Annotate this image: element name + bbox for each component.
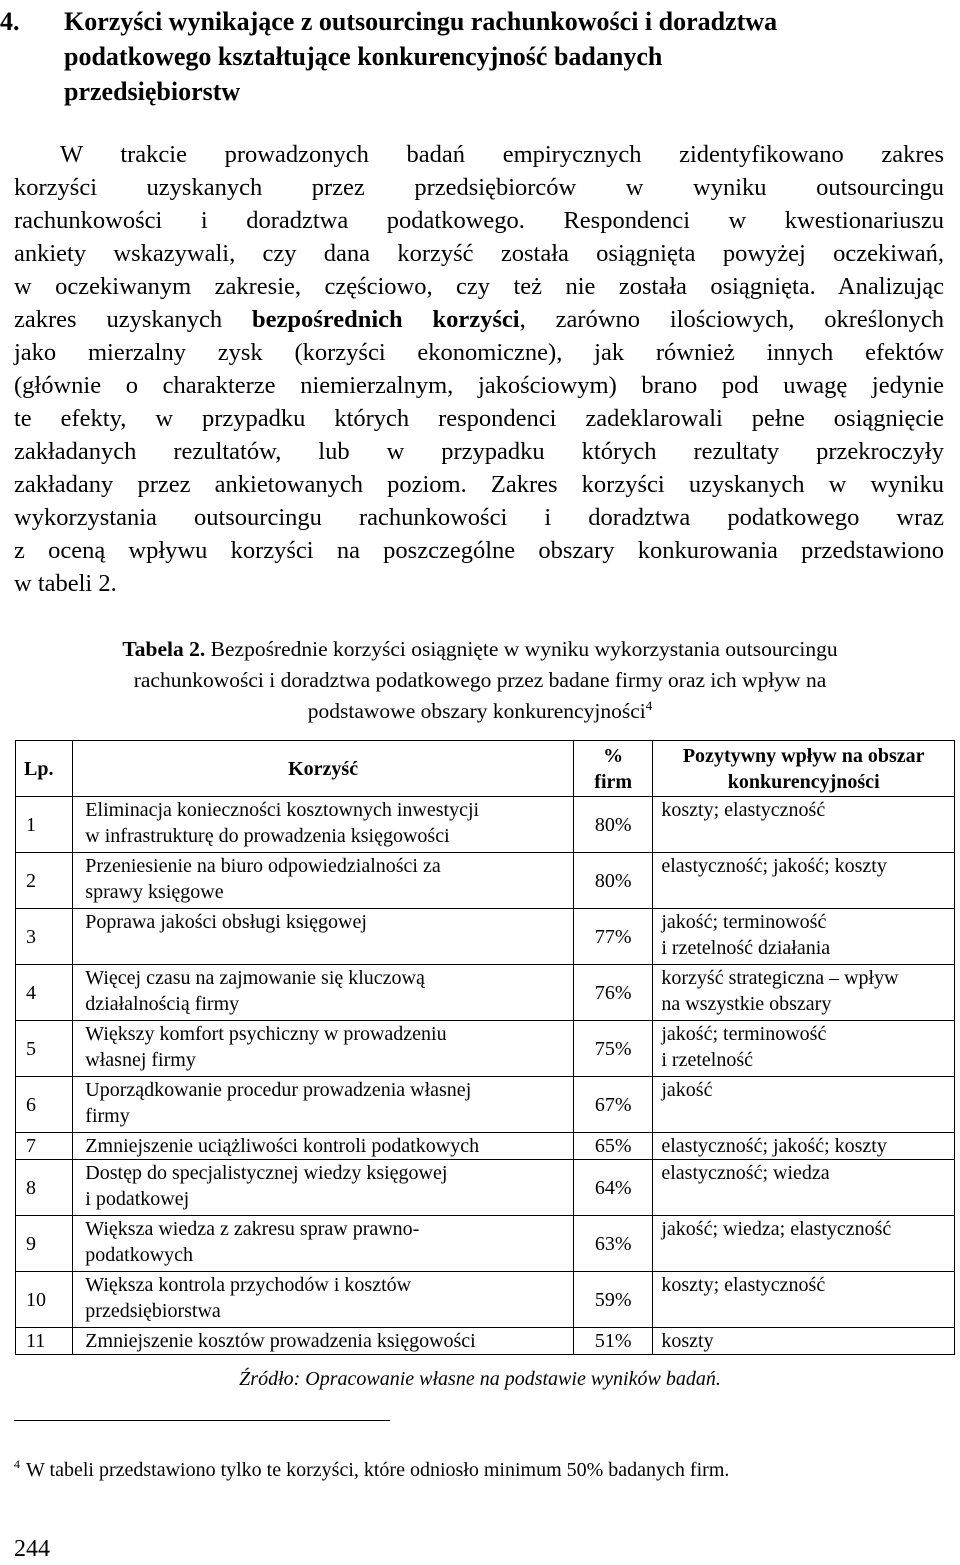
paragraph-line: rachunkowości i doradztwa podatkowego. Respondenci w kwestionariuszu <box>14 207 944 234</box>
row-number <box>16 1077 73 1133</box>
row-number-text: 3 <box>26 925 36 948</box>
percent-value: 67% <box>594 1093 632 1116</box>
percent-cell <box>573 797 652 853</box>
body-paragraph <box>14 138 944 600</box>
benefit-line: działalnością firmy <box>85 993 240 1015</box>
row-number-text: 11 <box>26 1330 46 1352</box>
effect-line: i rzetelność działania <box>661 937 831 959</box>
effect-cell <box>653 965 955 1021</box>
benefit-line: sprawy księgowe <box>85 881 224 903</box>
effect-line: jakość; terminowość <box>661 1023 827 1045</box>
percent-value: 80% <box>594 869 632 892</box>
paragraph-text: zakres uzyskanych <box>14 306 252 333</box>
caption-text: Bezpośrednie korzyści osiągnięte w wyniku wykorzystania outsourcingu <box>205 637 838 661</box>
footnote-reference[interactable]: 4 <box>645 697 653 713</box>
row-number-text: 10 <box>26 1288 46 1311</box>
percent-cell <box>573 1160 652 1216</box>
heading-line: przedsiębiorstw <box>64 77 241 106</box>
percent-cell <box>573 1272 652 1328</box>
benefit-cell <box>73 1328 574 1355</box>
paragraph-line: w tabeli 2. <box>14 570 117 597</box>
row-number-text: 9 <box>26 1232 36 1255</box>
percent-value: 59% <box>594 1288 632 1311</box>
paragraph-line: zakładany przez ankietowanych poziom. Zakres korzyści uzyskanych w wyniku <box>14 471 944 498</box>
percent-value: 63% <box>594 1232 632 1255</box>
page-number: 244 <box>14 1536 50 1562</box>
benefit-cell <box>73 1133 574 1160</box>
footnote-mark: 4 <box>14 1457 20 1472</box>
effect-cell <box>653 1160 955 1216</box>
benefit-line: Poprawa jakości obsługi księgowej <box>85 911 367 933</box>
effect-line: elastyczność; jakość; koszty <box>661 855 887 877</box>
effect-cell <box>653 1133 955 1160</box>
percent-value: 76% <box>594 981 632 1004</box>
row-number <box>16 1133 73 1160</box>
benefit-line: Dostęp do specjalistycznej wiedzy księgowej <box>85 1162 448 1184</box>
benefit-cell <box>73 1216 574 1272</box>
benefits-table <box>15 740 955 1355</box>
effect-line: koszty; elastyczność <box>661 799 826 821</box>
header-lp: Lp. <box>16 741 73 797</box>
benefit-line: i podatkowej <box>85 1188 190 1210</box>
row-number-text: 6 <box>26 1093 36 1116</box>
benefit-cell <box>73 853 574 909</box>
benefit-cell <box>73 1160 574 1216</box>
benefit-line: przedsiębiorstwa <box>85 1300 221 1322</box>
row-number <box>16 853 73 909</box>
header-percent-label: firm <box>594 770 633 793</box>
benefit-line: Uporządkowanie procedur prowadzenia własnej <box>85 1079 472 1101</box>
benefit-cell <box>73 909 574 965</box>
row-number <box>16 1160 73 1216</box>
benefit-cell <box>73 965 574 1021</box>
effect-cell <box>653 853 955 909</box>
row-number-text: 5 <box>26 1037 36 1060</box>
table-caption <box>20 634 940 727</box>
benefit-line: Zmniejszenie uciążliwości kontroli podatkowych <box>85 1135 480 1157</box>
caption-label: Tabela 2. <box>122 637 206 661</box>
effect-line: jakość <box>661 1079 713 1101</box>
row-number-text: 4 <box>26 981 36 1004</box>
table-row <box>16 797 955 853</box>
emphasis-text: bezpośrednich korzyści <box>251 306 520 333</box>
row-number <box>16 1021 73 1077</box>
paragraph-line: te efekty, w przypadku których respondenci zadeklarowali pełne osiągnięcie <box>14 405 944 432</box>
benefit-line: w infrastrukturę do prowadzenia księgowości <box>85 825 450 847</box>
row-number-text: 1 <box>26 813 36 836</box>
percent-cell <box>573 1216 652 1272</box>
effect-line: koszty <box>661 1330 714 1352</box>
percent-cell <box>573 965 652 1021</box>
table-row <box>16 1216 955 1272</box>
benefit-line: Przeniesienie na biuro odpowiedzialności za <box>85 855 441 877</box>
row-number <box>16 909 73 965</box>
benefit-cell <box>73 1077 574 1133</box>
row-number <box>16 1216 73 1272</box>
section-number: 4. <box>0 7 20 36</box>
benefit-line: Eliminacja konieczności kosztownych inwestycji <box>85 799 480 821</box>
effect-line: elastyczność; wiedza <box>661 1162 830 1184</box>
source-note: Źródło: Opracowanie własne na podstawie wyników badań. <box>239 1368 721 1390</box>
percent-value: 65% <box>594 1135 632 1157</box>
table-row <box>16 965 955 1021</box>
benefit-cell <box>73 797 574 853</box>
effect-line: i rzetelność <box>661 1049 753 1071</box>
table-row <box>16 1160 955 1216</box>
effect-line: elastyczność; jakość; koszty <box>661 1135 887 1157</box>
percent-value: 77% <box>594 925 632 948</box>
table-row <box>16 1021 955 1077</box>
footnote <box>14 1457 944 1483</box>
effect-cell <box>653 1328 955 1355</box>
paragraph-line: wykorzystania outsourcingu rachunkowości i doradztwa podatkowego wraz <box>14 504 944 531</box>
caption-text: podstawowe obszary konkurencyjności <box>307 699 646 723</box>
percent-value: 80% <box>594 813 632 836</box>
paragraph-text: , zarówno ilościowych, określonych <box>519 306 944 333</box>
row-number-text: 7 <box>26 1135 36 1157</box>
row-number-text: 2 <box>26 869 36 892</box>
effect-cell <box>653 909 955 965</box>
effect-line: korzyść strategiczna – wpływ <box>661 967 899 989</box>
table-row <box>16 909 955 965</box>
percent-cell <box>573 909 652 965</box>
row-number <box>16 797 73 853</box>
effect-cell <box>653 1216 955 1272</box>
table-row <box>16 1077 955 1133</box>
percent-value: 64% <box>594 1176 632 1199</box>
effect-cell <box>653 1077 955 1133</box>
footnote-separator <box>14 1420 390 1421</box>
paragraph-line: zakładanych rezultatów, lub w przypadku których rezultaty przekroczyły <box>14 438 944 465</box>
percent-cell <box>573 1077 652 1133</box>
percent-value: 51% <box>594 1330 632 1352</box>
header-effect-line: Pozytywny wpływ na obszar <box>682 744 925 767</box>
benefit-line: Większa kontrola przychodów i kosztów <box>85 1274 412 1296</box>
heading-line: podatkowego kształtujące konkurencyjność badanych <box>64 42 663 71</box>
table-row <box>16 1133 955 1160</box>
effect-line: jakość; terminowość <box>661 911 827 933</box>
effect-line: na wszystkie obszary <box>661 993 832 1015</box>
benefit-line: Większa wiedza z zakresu spraw prawno- <box>85 1218 420 1240</box>
percent-cell <box>573 1133 652 1160</box>
header-percent <box>573 741 652 797</box>
row-number <box>16 965 73 1021</box>
header-percent-symbol: % <box>603 744 624 767</box>
benefit-line: Więcej czasu na zajmowanie się kluczową <box>85 967 425 989</box>
percent-value: 75% <box>594 1037 632 1060</box>
benefit-line: Zmniejszenie kosztów prowadzenia księgowości <box>85 1330 476 1352</box>
effect-cell <box>653 1272 955 1328</box>
effect-cell <box>653 797 955 853</box>
paragraph-line: jako mierzalny zysk (korzyści ekonomiczne), jak również innych efektów <box>14 339 944 366</box>
row-number-text: 8 <box>26 1176 36 1199</box>
header-effect-line: konkurencyjności <box>727 770 880 793</box>
percent-cell <box>573 1328 652 1355</box>
paragraph-line: (głównie o charakterze niemierzalnym, jakościowym) brano pod uwagę jedynie <box>14 372 944 399</box>
table-row <box>16 1272 955 1328</box>
percent-cell <box>573 1021 652 1077</box>
paragraph-line: ankiety wskazywali, czy dana korzyść została osiągnięta powyżej oczekiwań, <box>14 240 944 267</box>
table-row <box>16 853 955 909</box>
effect-cell <box>653 1021 955 1077</box>
benefit-line: Większy komfort psychiczny w prowadzeniu <box>85 1023 447 1045</box>
effect-line: jakość; wiedza; elastyczność <box>661 1218 892 1240</box>
header-effect <box>653 741 955 797</box>
table-header-row <box>16 741 955 797</box>
percent-cell <box>573 853 652 909</box>
benefit-line: podatkowych <box>85 1244 194 1266</box>
paragraph-line: w oczekiwanym zakresie, częściowo, czy też nie została osiągnięta. Analizując <box>14 273 944 300</box>
effect-line: koszty; elastyczność <box>661 1274 826 1296</box>
paragraph-line: z oceną wpływu korzyści na poszczególne obszary konkurowania przedstawiono <box>14 537 944 564</box>
table-row <box>16 1328 955 1355</box>
benefit-cell <box>73 1272 574 1328</box>
benefit-line: firmy <box>85 1105 130 1127</box>
row-number <box>16 1328 73 1355</box>
footnote-text: W tabeli przedstawiono tylko te korzyści, które odniosło minimum 50% badanych firm. <box>26 1459 730 1481</box>
benefit-cell <box>73 1021 574 1077</box>
benefit-line: własnej firmy <box>85 1049 196 1071</box>
header-benefit: Korzyść <box>73 741 574 797</box>
paragraph-line: korzyści uzyskanych przez przedsiębiorców w wyniku outsourcingu <box>14 174 944 201</box>
paragraph-line <box>14 303 944 336</box>
paragraph-line: W trakcie prowadzonych badań empirycznych zidentyfikowano zakres <box>60 141 944 168</box>
heading-line: Korzyści wynikające z outsourcingu rachunkowości i doradztwa <box>64 7 778 36</box>
caption-text: rachunkowości i doradztwa podatkowego przez badane firmy oraz ich wpływ na <box>133 668 827 692</box>
row-number <box>16 1272 73 1328</box>
